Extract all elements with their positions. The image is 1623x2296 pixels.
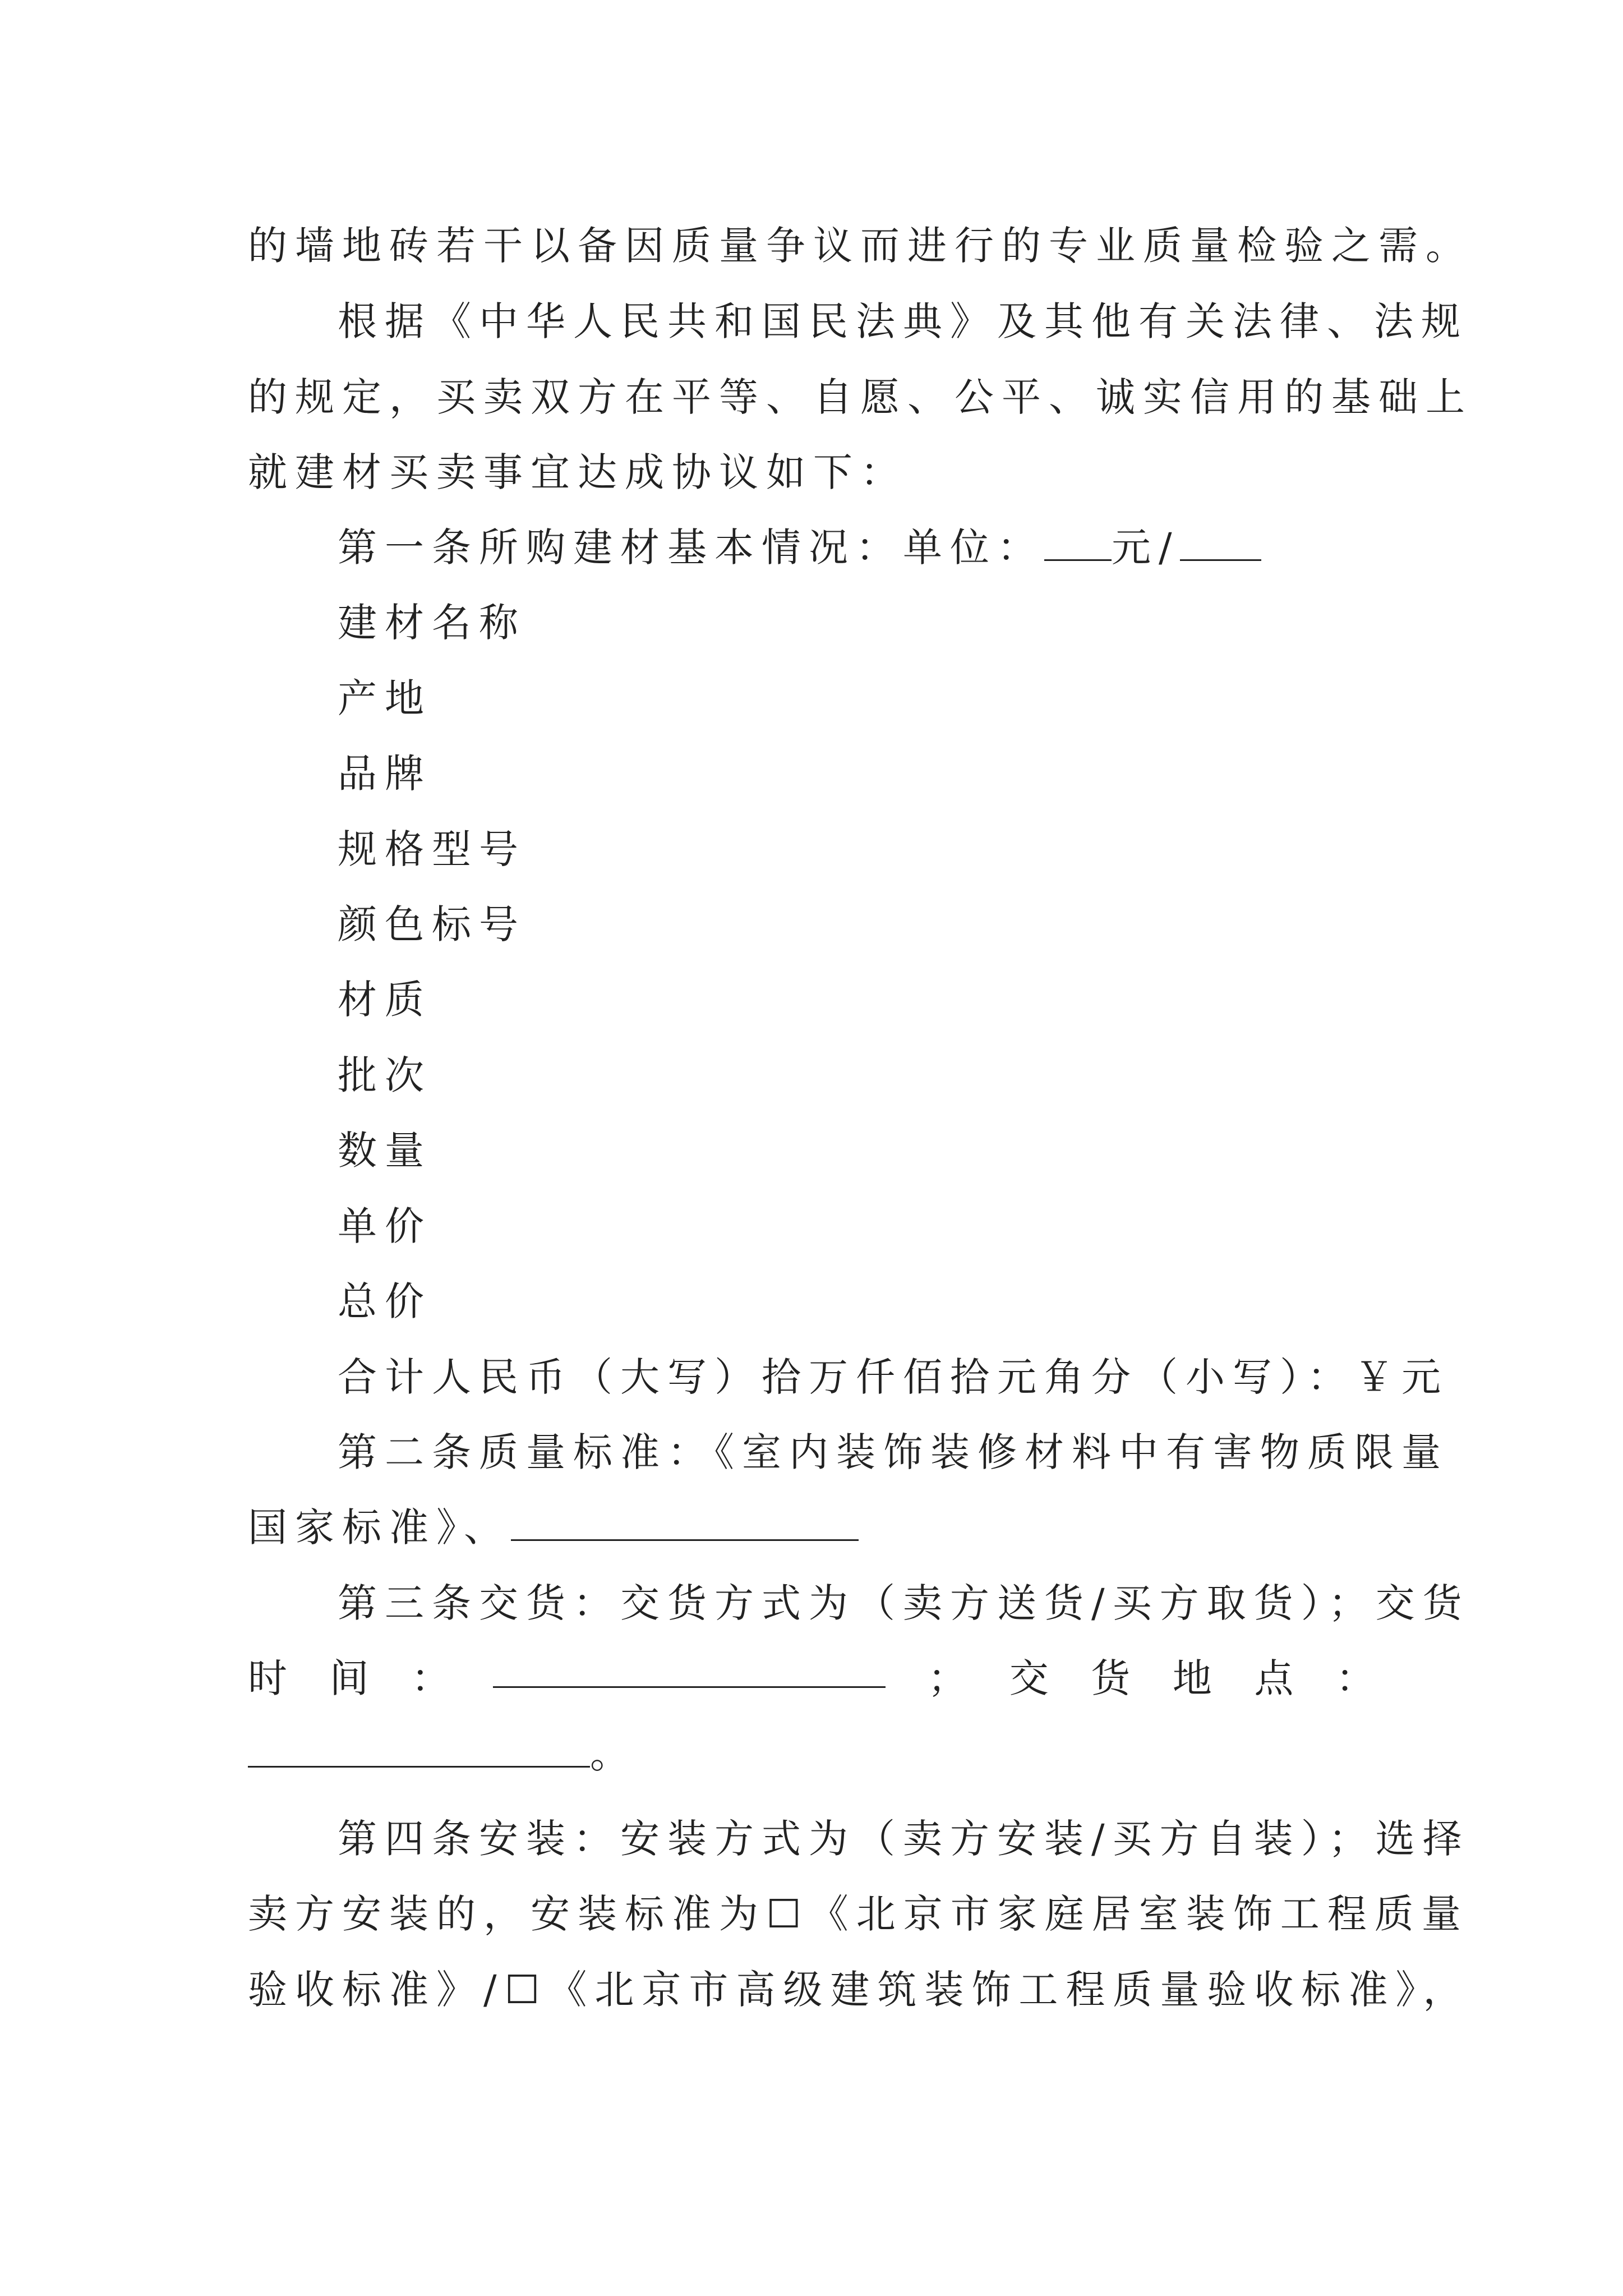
paragraph-line: 的规定，买卖双方在平等、自愿、公平、诚实信用的基础上 xyxy=(248,374,1473,420)
paragraph-line: 的墙地砖若干以备因质量争议而进行的专业质量检验之需。 xyxy=(248,223,1473,269)
char: 间 xyxy=(329,1655,369,1701)
blank-delivery-time xyxy=(493,1650,886,1688)
article-3-line: 第三条交货：交货方式为（卖方送货/买方取货）；交货 xyxy=(338,1580,1470,1626)
article-2-cont xyxy=(248,1499,859,1556)
yuan-per: 元/ xyxy=(1112,524,1180,570)
article-1-text: 第一条所购建材基本情况：单位： xyxy=(338,524,1044,570)
item-brand: 品牌 xyxy=(338,751,432,797)
char: 时 xyxy=(248,1655,287,1701)
item-origin: 产地 xyxy=(338,675,432,721)
separator: ； xyxy=(928,1655,967,1701)
item-material-name: 建材名称 xyxy=(338,600,526,646)
item-total-price: 总价 xyxy=(338,1278,432,1324)
article-3-time-place-line xyxy=(248,1650,1375,1706)
article-4-line: 第四条安装：安装方式为（卖方安装/买方自装）；选择 xyxy=(338,1816,1470,1862)
paragraph-line: 就建材买卖事宜达成协议如下： xyxy=(248,449,907,495)
article-2-cont-text: 国家标准》、 xyxy=(248,1504,511,1550)
article-2-line: 第二条质量标准：《室内装饰装修材料中有害物质限量 xyxy=(338,1429,1449,1475)
item-quantity: 数量 xyxy=(338,1128,432,1174)
item-color-code: 颜色标号 xyxy=(338,901,526,947)
char: 交 xyxy=(1009,1655,1049,1701)
char: 点 xyxy=(1254,1655,1294,1701)
blank-unit-price xyxy=(1044,523,1112,561)
item-unit-price: 单价 xyxy=(338,1203,432,1249)
item-batch: 批次 xyxy=(338,1052,432,1098)
item-spec-model: 规格型号 xyxy=(338,826,526,872)
blank-quality-standard xyxy=(511,1503,859,1541)
char: 地 xyxy=(1172,1655,1212,1701)
blank-delivery-place xyxy=(248,1730,590,1768)
article-4-line-3: 验收标准》/☐《北京市高级建筑装饰工程质量验收标准》， xyxy=(248,1967,1470,2013)
item-material: 材质 xyxy=(338,977,432,1023)
article-4-line-2: 卖方安装的，安装标准为☐《北京市家庭居室装饰工程质量 xyxy=(248,1891,1469,1937)
article-3-place-line xyxy=(248,1726,637,1782)
char: ： xyxy=(411,1655,451,1701)
paragraph-line: 根据《中华人民共和国民法典》及其他有关法律、法规 xyxy=(338,298,1468,344)
article-1-line xyxy=(338,519,1261,576)
period: 。 xyxy=(590,1731,637,1777)
blank-unit xyxy=(1180,523,1261,561)
total-amount-line: 合计人民币（大写）拾万仟佰拾元角分（小写）：￥元 xyxy=(338,1354,1449,1400)
char: 货 xyxy=(1091,1655,1131,1701)
char: ： xyxy=(1335,1655,1375,1701)
